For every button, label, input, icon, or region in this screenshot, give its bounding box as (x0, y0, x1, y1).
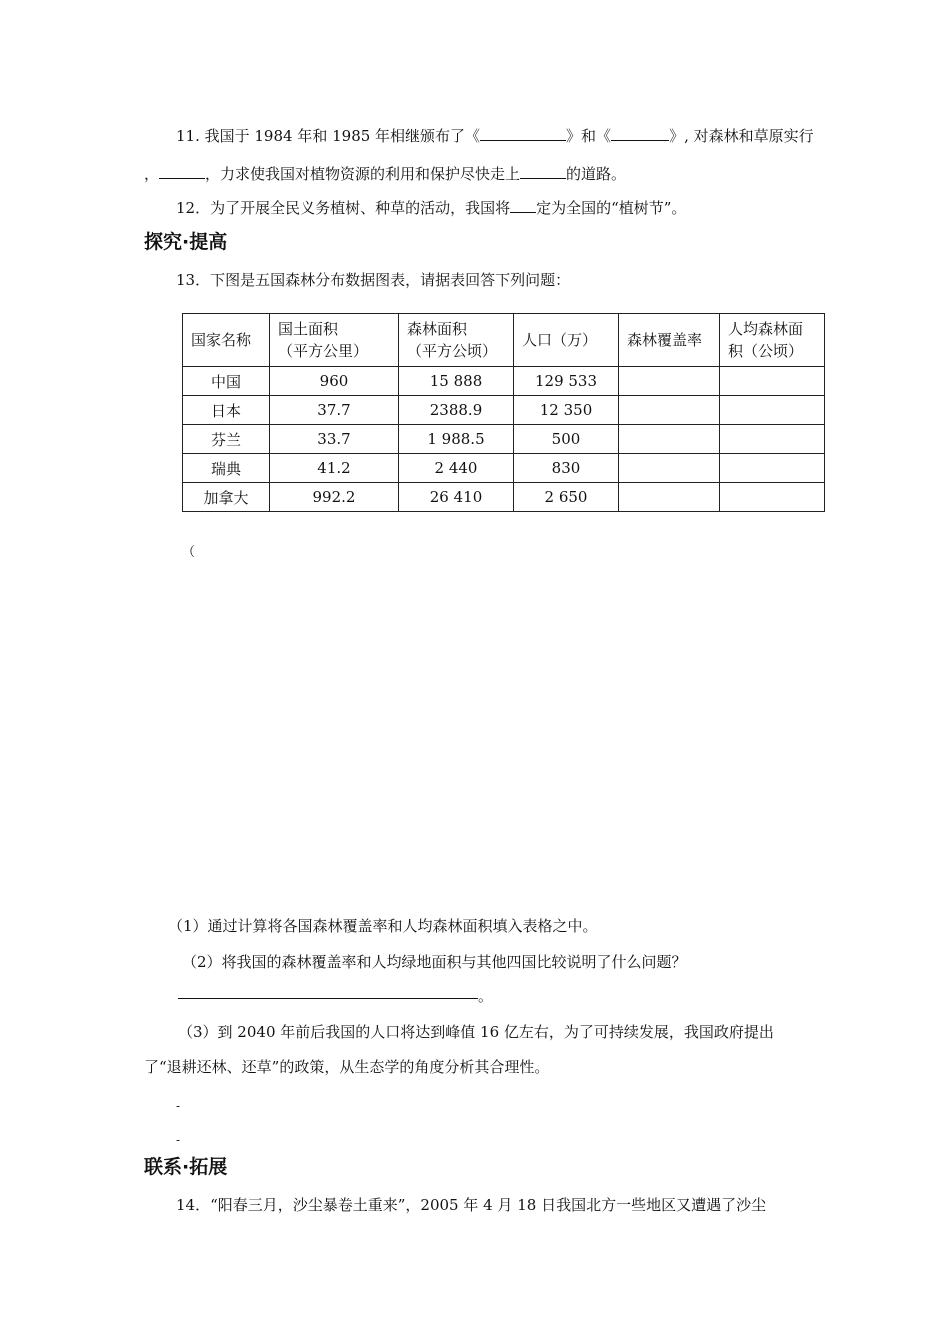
q13-sub3-line2: 了“退耕还林、还草”的政策，从生态学的角度分析其合理性。 (144, 1058, 550, 1076)
q11-text-a: 11. 我国于 1984 年和 1985 年相继颁布了《 (176, 127, 481, 145)
answer-dash-2: - (176, 1133, 181, 1147)
cell-per-capita[interactable] (720, 396, 825, 425)
cell-coverage[interactable] (619, 483, 720, 512)
q13-sub3-line1: （3）到 2040 年前后我国的人口将达到峰值 16 亿左右，为了可持续发展，我国政府提出 (178, 1023, 774, 1041)
q14-text: 14．“阳春三月，沙尘暴卷土重来”，2005 年 4 月 18 日我国北方一些地区又遭遇了沙尘 (176, 1196, 767, 1214)
cell-land-area: 41.2 (270, 454, 399, 483)
header-forest-area: 森林面积 （平方公顷） (399, 314, 514, 367)
cell-per-capita[interactable] (720, 483, 825, 512)
cell-land-area: 960 (270, 367, 399, 396)
q11-blank-1[interactable] (480, 126, 566, 141)
cell-forest-area: 15 888 (399, 367, 514, 396)
cell-country: 日本 (183, 396, 270, 425)
cell-population: 12 350 (514, 396, 619, 425)
q11-comma: ， (144, 165, 160, 183)
q11-text-b: 》和《 (566, 127, 612, 145)
cell-forest-area: 1 988.5 (399, 425, 514, 454)
answer-dash-1: - (176, 1099, 181, 1113)
header-coverage: 森林覆盖率 (619, 314, 720, 367)
cell-population: 2 650 (514, 483, 619, 512)
cell-per-capita[interactable] (720, 425, 825, 454)
q11-blank-3[interactable] (159, 164, 205, 179)
q11-blank-2[interactable] (611, 126, 669, 141)
q12-blank[interactable] (510, 198, 536, 213)
cell-population: 830 (514, 454, 619, 483)
stray-paren: （ (182, 545, 196, 560)
cell-country: 加拿大 (183, 483, 270, 512)
q11-line2 (144, 164, 626, 184)
cell-country: 芬兰 (183, 425, 270, 454)
header-population: 人口（万） (514, 314, 619, 367)
header-land-area: 国土面积 （平方公里） (270, 314, 399, 367)
q13-sub2-answer-line[interactable] (178, 998, 478, 999)
q11-text-e: 的道路。 (566, 165, 627, 183)
cell-land-area: 37.7 (270, 396, 399, 425)
q12-text-b: 定为全国的“植树节”。 (536, 199, 687, 217)
cell-coverage[interactable] (619, 367, 720, 396)
cell-forest-area: 2 440 (399, 454, 514, 483)
table-header-row (183, 314, 825, 367)
q12-line (176, 198, 686, 218)
header-country: 国家名称 (183, 314, 270, 367)
header-per-capita: 人均森林面 积（公顷） (720, 314, 825, 367)
cell-land-area: 992.2 (270, 483, 399, 512)
cell-land-area: 33.7 (270, 425, 399, 454)
cell-forest-area: 26 410 (399, 483, 514, 512)
table-row (183, 396, 825, 425)
cell-population: 129 533 (514, 367, 619, 396)
section-heading-explore: 探究·提高 (144, 231, 228, 253)
q11-text-d: ，力求使我国对植物资源的利用和保护尽快走上 (205, 165, 521, 183)
cell-per-capita[interactable] (720, 454, 825, 483)
q11-text-c: 》, 对森林和草原实行 (669, 127, 814, 145)
cell-coverage[interactable] (619, 454, 720, 483)
cell-population: 500 (514, 425, 619, 454)
table-row (183, 425, 825, 454)
q11-line1 (176, 126, 814, 146)
cell-country: 中国 (183, 367, 270, 396)
cell-per-capita[interactable] (720, 367, 825, 396)
table-row (183, 367, 825, 396)
table-row (183, 454, 825, 483)
cell-country: 瑞典 (183, 454, 270, 483)
q12-text-a: 12．为了开展全民义务植树、种草的活动，我国将 (176, 199, 511, 217)
forest-data-table (182, 313, 825, 512)
q11-blank-4[interactable] (520, 164, 566, 179)
q13-sub2-period: 。 (478, 987, 494, 1005)
q13-intro: 13．下图是五国森林分布数据图表，请据表回答下列问题： (176, 271, 571, 289)
q13-sub2: （2）将我国的森林覆盖率和人均绿地面积与其他四国比较说明了什么问题？ (182, 953, 687, 971)
q13-sub1: （1）通过计算将各国森林覆盖率和人均森林面积填入表格之中。 (168, 917, 598, 935)
section-heading-extend: 联系·拓展 (144, 1156, 228, 1178)
cell-coverage[interactable] (619, 396, 720, 425)
cell-coverage[interactable] (619, 425, 720, 454)
cell-forest-area: 2388.9 (399, 396, 514, 425)
table-row (183, 483, 825, 512)
